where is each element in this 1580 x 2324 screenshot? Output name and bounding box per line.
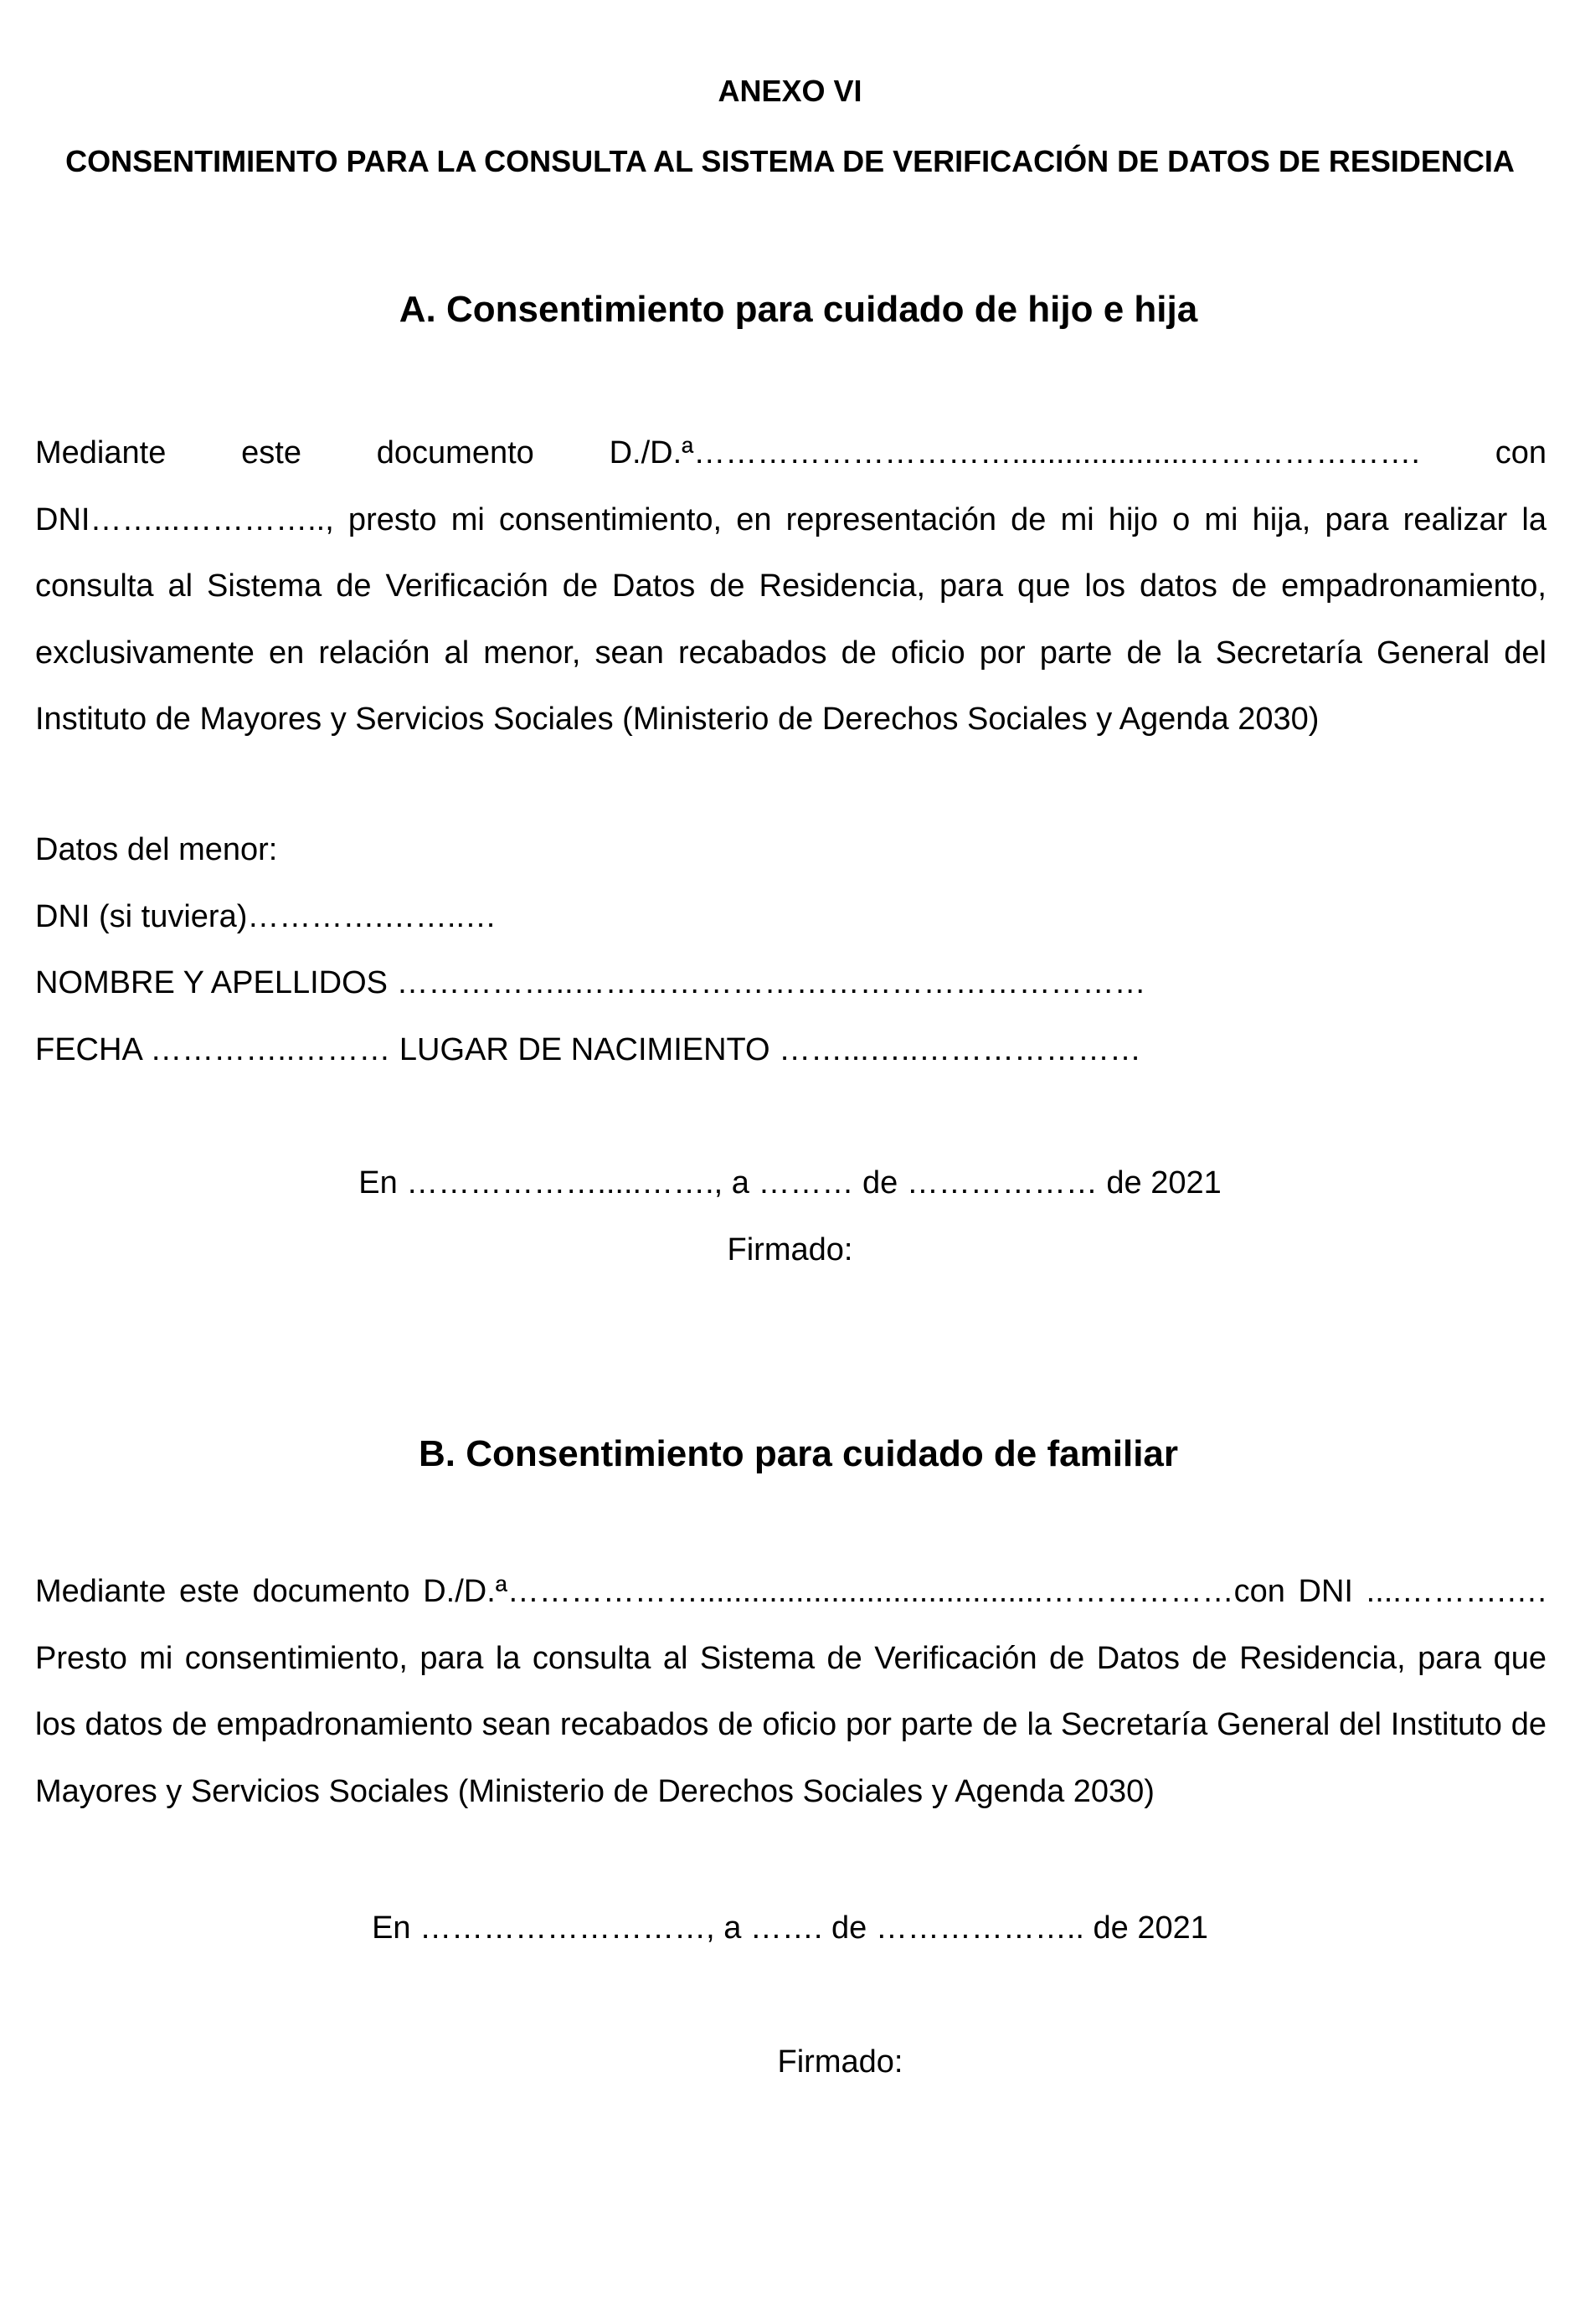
section-a-heading: A. Consentimiento para cuidado de hijo e hija — [399, 289, 1198, 330]
section-b-heading: B. Consentimiento para cuidado de familiar — [418, 1433, 1179, 1474]
section-a-signed-label: Firmado: — [727, 1232, 853, 1267]
annex-title: CONSENTIMIENTO PARA LA CONSULTA AL SISTEMA DE VERIFICACIÓN DE DATOS DE RESIDENCIA — [65, 144, 1515, 178]
minor-date-place-field: FECHA …………..……… LUGAR DE NACIMIENTO ……...…..………………… — [35, 1032, 1141, 1067]
section-b-date-line: En ………………………, a ……. de ……………….. de 2021 — [372, 1910, 1208, 1946]
section-a-paragraph: Mediante este documento D./D.ª…………………………....................…………………. con DNI……...………….., presto mi consentimiento, en representación de mi hijo o mi hija, para realizar la consulta al Sistema de Verificación de Datos de Residencia, para que los datos de empadronamiento, exclusivamente en relación al menor, sean recabados de oficio por parte de la Secretaría General del Instituto de Mayores y Servicios Sociales (Ministerio de Derechos Sociales y Agenda 2030) — [35, 435, 1547, 737]
section-b-signed-label: Firmado: — [777, 2044, 903, 2080]
minor-name-field: NOMBRE Y APELLIDOS ……………..……………………………………………… — [35, 965, 1146, 1000]
minor-data-title: Datos del menor: — [35, 832, 278, 867]
section-b-paragraph: Mediante este documento D./D.ª……………….......................................………………con DNI ....……….…. Presto mi consentimiento, para la consulta al Sistema de Verificación de Datos de Residencia, para que los datos de empadronamiento sean recabados de oficio por parte de la Secretaría General del Instituto de Mayores y Servicios Sociales (Ministerio de Derechos Sociales y Agenda 2030) — [35, 1574, 1547, 1809]
section-a-date-line: En ……………….....……., a ……… de ……………… de 2021 — [358, 1165, 1222, 1201]
minor-dni-field: DNI (si tuviera)………….……..… — [35, 899, 497, 934]
annex-label: ANEXO VI — [718, 74, 862, 108]
